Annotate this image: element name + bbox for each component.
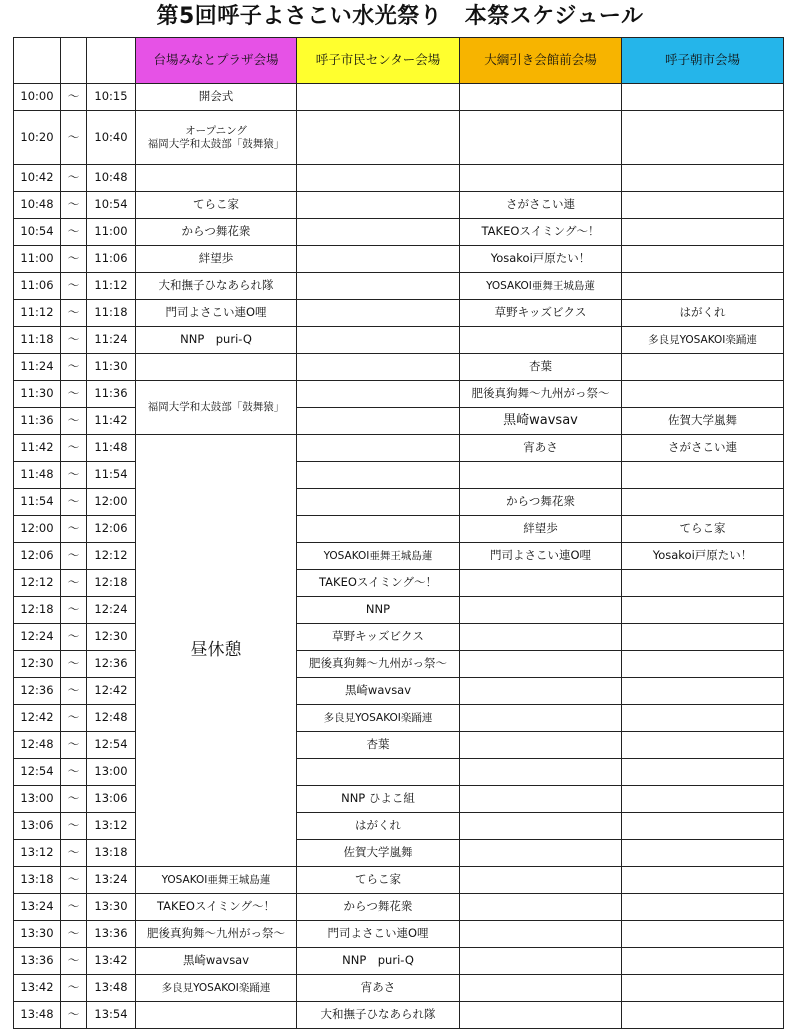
start-time: 12:06 [14, 543, 61, 570]
performance-cell: 佐賀大学嵐舞 [622, 408, 784, 435]
schedule-row [14, 840, 784, 867]
tilde: 〜 [61, 408, 87, 435]
tilde: 〜 [61, 678, 87, 705]
venue-header: 大綱引き会館前会場 [460, 38, 622, 84]
tilde: 〜 [61, 462, 87, 489]
performance-cell: 草野キッズビクス [460, 300, 622, 327]
performance-cell [297, 354, 460, 381]
tilde: 〜 [61, 759, 87, 786]
performance-cell: TAKEOスイミング～！ [460, 219, 622, 246]
performance-cell [460, 840, 622, 867]
performance-cell [622, 840, 784, 867]
start-time: 11:06 [14, 273, 61, 300]
end-time: 10:54 [87, 192, 136, 219]
performance-cell: NNP [297, 597, 460, 624]
tilde: 〜 [61, 273, 87, 300]
performance-cell [460, 597, 622, 624]
end-time: 13:24 [87, 867, 136, 894]
start-time: 10:48 [14, 192, 61, 219]
end-time: 11:18 [87, 300, 136, 327]
tilde: 〜 [61, 732, 87, 759]
performance-cell [622, 381, 784, 408]
performance-cell [136, 1002, 297, 1029]
start-time: 12:48 [14, 732, 61, 759]
performance-cell: 杏葉 [297, 732, 460, 759]
performance-cell: 門司よさこい連O哩 [297, 921, 460, 948]
schedule-row [14, 921, 784, 948]
end-time: 11:54 [87, 462, 136, 489]
performance-cell [297, 327, 460, 354]
performance-cell [460, 84, 622, 111]
schedule-row [14, 759, 784, 786]
schedule-row [14, 948, 784, 975]
performance-cell [460, 678, 622, 705]
start-time: 12:18 [14, 597, 61, 624]
performance-cell: 肥後真狗舞～九州がっ祭～ [460, 381, 622, 408]
start-time: 11:54 [14, 489, 61, 516]
performance-cell: 大和撫子ひなあられ隊 [297, 1002, 460, 1029]
end-time: 13:06 [87, 786, 136, 813]
end-time: 13:30 [87, 894, 136, 921]
performance-cell: はがくれ [622, 300, 784, 327]
performance-cell [297, 408, 460, 435]
performance-cell [460, 786, 622, 813]
performance-cell [460, 894, 622, 921]
end-time: 13:36 [87, 921, 136, 948]
performance-cell [460, 921, 622, 948]
performance-cell: NNP ひよこ組 [297, 786, 460, 813]
performance-cell: 門司よさこい連O哩 [136, 300, 297, 327]
tilde: 〜 [61, 300, 87, 327]
tilde: 〜 [61, 570, 87, 597]
end-time: 10:40 [87, 111, 136, 165]
start-time: 13:36 [14, 948, 61, 975]
performance-cell: Yosakoi戸原たい！ [622, 543, 784, 570]
performance-cell: Yosakoi戸原たい！ [460, 246, 622, 273]
performance-cell: 草野キッズビクス [297, 624, 460, 651]
tilde: 〜 [61, 327, 87, 354]
performance-cell [460, 705, 622, 732]
schedule-row [14, 408, 784, 435]
start-time: 13:12 [14, 840, 61, 867]
start-time: 13:42 [14, 975, 61, 1002]
schedule-row [14, 516, 784, 543]
performance-cell [622, 1002, 784, 1029]
performance-cell [460, 813, 622, 840]
start-time: 12:00 [14, 516, 61, 543]
tilde: 〜 [61, 597, 87, 624]
end-time: 13:12 [87, 813, 136, 840]
schedule-row [14, 867, 784, 894]
tilde: 〜 [61, 705, 87, 732]
start-time: 11:00 [14, 246, 61, 273]
start-time: 13:18 [14, 867, 61, 894]
end-time: 11:00 [87, 219, 136, 246]
performance-cell: 黒崎wavsav [460, 408, 622, 435]
performance-cell [622, 462, 784, 489]
performance-cell: 杏葉 [460, 354, 622, 381]
schedule-row [14, 381, 784, 408]
performance-cell [460, 165, 622, 192]
start-time: 12:24 [14, 624, 61, 651]
performance-cell: TAKEOスイミング～！ [297, 570, 460, 597]
performance-cell: 開会式 [136, 84, 297, 111]
performance-cell: はがくれ [297, 813, 460, 840]
performance-cell [622, 732, 784, 759]
tilde: 〜 [61, 84, 87, 111]
performance-cell: NNP puri-Q [136, 327, 297, 354]
performance-cell [622, 165, 784, 192]
performance-cell [622, 813, 784, 840]
schedule-table [13, 37, 784, 1029]
performance-cell [622, 894, 784, 921]
schedule-row [14, 300, 784, 327]
performance-cell: からつ舞花衆 [297, 894, 460, 921]
schedule-row [14, 786, 784, 813]
performance-cell [297, 192, 460, 219]
tilde: 〜 [61, 489, 87, 516]
tilde: 〜 [61, 246, 87, 273]
schedule-row [14, 462, 784, 489]
performance-cell: 多良見YOSAKOI楽踊連 [297, 705, 460, 732]
performance-cell [622, 570, 784, 597]
performance-cell: 多良見YOSAKOI楽踊連 [622, 327, 784, 354]
performance-cell [622, 84, 784, 111]
performance-cell [622, 867, 784, 894]
start-time: 13:48 [14, 1002, 61, 1029]
performance-cell: オープニング 福岡大学和太鼓部「鼓舞猿」 [136, 111, 297, 165]
performance-cell: TAKEOスイミング～！ [136, 894, 297, 921]
tilde: 〜 [61, 165, 87, 192]
performance-cell [460, 462, 622, 489]
performance-cell: さがさこい連 [622, 435, 784, 462]
tilde: 〜 [61, 381, 87, 408]
performance-cell [622, 246, 784, 273]
performance-cell: さがさこい連 [460, 192, 622, 219]
schedule-body [14, 84, 784, 1029]
performance-cell: てらこ家 [297, 867, 460, 894]
end-time: 10:48 [87, 165, 136, 192]
performance-cell [460, 570, 622, 597]
tilde: 〜 [61, 948, 87, 975]
performance-cell [622, 624, 784, 651]
tilde: 〜 [61, 1002, 87, 1029]
end-time: 12:48 [87, 705, 136, 732]
performance-cell [136, 165, 297, 192]
performance-cell: 多良見YOSAKOI楽踊連 [136, 975, 297, 1002]
start-time: 13:24 [14, 894, 61, 921]
end-time: 12:00 [87, 489, 136, 516]
venue-header: 呼子市民センター会場 [297, 38, 460, 84]
performance-cell: 肥後真狗舞～九州がっ祭～ [136, 921, 297, 948]
schedule-row [14, 354, 784, 381]
performance-cell [460, 975, 622, 1002]
performance-cell: てらこ家 [136, 192, 297, 219]
schedule-row [14, 273, 784, 300]
end-time: 11:48 [87, 435, 136, 462]
performance-cell [460, 948, 622, 975]
tilde: 〜 [61, 867, 87, 894]
performance-cell [622, 921, 784, 948]
tilde: 〜 [61, 219, 87, 246]
venue-header: 台場みなとプラザ会場 [136, 38, 297, 84]
end-time: 12:30 [87, 624, 136, 651]
start-time: 11:36 [14, 408, 61, 435]
tilde: 〜 [61, 543, 87, 570]
performance-cell [136, 354, 297, 381]
start-time: 11:12 [14, 300, 61, 327]
performance-cell: からつ舞花衆 [460, 489, 622, 516]
schedule-row [14, 894, 784, 921]
performance-cell [622, 219, 784, 246]
end-time: 11:42 [87, 408, 136, 435]
schedule-row [14, 219, 784, 246]
end-time: 12:24 [87, 597, 136, 624]
performance-cell [622, 597, 784, 624]
start-time: 12:30 [14, 651, 61, 678]
performance-cell: 宵あさ [460, 435, 622, 462]
performance-cell [622, 948, 784, 975]
schedule-row [14, 651, 784, 678]
performance-cell [297, 435, 460, 462]
performance-cell [297, 273, 460, 300]
performance-cell [297, 489, 460, 516]
header-row [14, 38, 784, 84]
header-tilde [61, 38, 87, 84]
header-start [14, 38, 61, 84]
tilde: 〜 [61, 111, 87, 165]
end-time: 11:12 [87, 273, 136, 300]
performance-cell: 宵あさ [297, 975, 460, 1002]
end-time: 11:36 [87, 381, 136, 408]
tilde: 〜 [61, 516, 87, 543]
start-time: 12:12 [14, 570, 61, 597]
performance-cell [460, 111, 622, 165]
start-time: 10:54 [14, 219, 61, 246]
end-time: 12:12 [87, 543, 136, 570]
performance-cell [297, 516, 460, 543]
start-time: 10:00 [14, 84, 61, 111]
performance-cell [297, 300, 460, 327]
performance-cell [622, 489, 784, 516]
schedule-row [14, 435, 784, 462]
start-time: 12:36 [14, 678, 61, 705]
end-time: 12:06 [87, 516, 136, 543]
venue-header: 呼子朝市会場 [622, 38, 784, 84]
tilde: 〜 [61, 354, 87, 381]
schedule-row [14, 246, 784, 273]
tilde: 〜 [61, 921, 87, 948]
end-time: 13:18 [87, 840, 136, 867]
performance-cell [622, 192, 784, 219]
schedule-row [14, 489, 784, 516]
performance-cell [460, 732, 622, 759]
schedule-row [14, 570, 784, 597]
performance-cell: 佐賀大学嵐舞 [297, 840, 460, 867]
start-time: 12:54 [14, 759, 61, 786]
schedule-row [14, 597, 784, 624]
performance-cell [297, 246, 460, 273]
performance-cell [622, 111, 784, 165]
start-time: 12:42 [14, 705, 61, 732]
performance-cell [460, 327, 622, 354]
start-time: 11:42 [14, 435, 61, 462]
schedule-row [14, 732, 784, 759]
performance-cell [460, 759, 622, 786]
performance-cell [622, 759, 784, 786]
performance-cell [297, 759, 460, 786]
end-time: 13:48 [87, 975, 136, 1002]
performance-cell: からつ舞花衆 [136, 219, 297, 246]
performance-cell [460, 651, 622, 678]
end-time: 12:18 [87, 570, 136, 597]
schedule-row [14, 975, 784, 1002]
performance-cell [622, 705, 784, 732]
tilde: 〜 [61, 624, 87, 651]
performance-cell: YOSAKOI亜舞王城島蓮 [136, 867, 297, 894]
start-time: 11:18 [14, 327, 61, 354]
start-time: 11:24 [14, 354, 61, 381]
end-time: 13:42 [87, 948, 136, 975]
tilde: 〜 [61, 192, 87, 219]
end-time: 12:36 [87, 651, 136, 678]
performance-cell: YOSAKOI亜舞王城島蓮 [460, 273, 622, 300]
end-time: 13:00 [87, 759, 136, 786]
performance-cell [297, 111, 460, 165]
performance-cell: 絆望歩 [136, 246, 297, 273]
performance-cell: 絆望歩 [460, 516, 622, 543]
tilde: 〜 [61, 435, 87, 462]
schedule-row [14, 813, 784, 840]
start-time: 10:42 [14, 165, 61, 192]
performance-cell [622, 651, 784, 678]
performance-cell: 肥後真狗舞～九州がっ祭～ [297, 651, 460, 678]
start-time: 13:00 [14, 786, 61, 813]
tilde: 〜 [61, 840, 87, 867]
performance-cell [297, 219, 460, 246]
performance-cell: YOSAKOI亜舞王城島蓮 [297, 543, 460, 570]
end-time: 11:30 [87, 354, 136, 381]
header-end [87, 38, 136, 84]
schedule-row [14, 678, 784, 705]
performance-cell: 福岡大学和太鼓部「鼓舞猿」 [136, 381, 297, 435]
schedule-row [14, 705, 784, 732]
start-time: 11:48 [14, 462, 61, 489]
performance-cell [622, 354, 784, 381]
performance-cell [622, 975, 784, 1002]
page-title: 第5回呼子よさこい水光祭り 本祭スケジュール [156, 4, 644, 29]
performance-cell [297, 165, 460, 192]
performance-cell: NNP puri-Q [297, 948, 460, 975]
start-time: 11:30 [14, 381, 61, 408]
schedule-row [14, 327, 784, 354]
performance-cell: 大和撫子ひなあられ隊 [136, 273, 297, 300]
performance-cell: 黒崎wavsav [136, 948, 297, 975]
schedule-row [14, 111, 784, 165]
schedule-row [14, 1002, 784, 1029]
performance-cell [460, 1002, 622, 1029]
performance-cell [460, 867, 622, 894]
performance-cell [622, 273, 784, 300]
performance-cell: てらこ家 [622, 516, 784, 543]
tilde: 〜 [61, 894, 87, 921]
tilde: 〜 [61, 813, 87, 840]
start-time: 13:30 [14, 921, 61, 948]
tilde: 〜 [61, 786, 87, 813]
tilde: 〜 [61, 651, 87, 678]
end-time: 13:54 [87, 1002, 136, 1029]
performance-cell [297, 462, 460, 489]
performance-cell [622, 786, 784, 813]
performance-cell: 昼休憩 [136, 435, 297, 867]
end-time: 11:24 [87, 327, 136, 354]
schedule-row [14, 543, 784, 570]
schedule-row [14, 165, 784, 192]
start-time: 13:06 [14, 813, 61, 840]
performance-cell [460, 624, 622, 651]
performance-cell [622, 678, 784, 705]
performance-cell [297, 381, 460, 408]
performance-cell [297, 84, 460, 111]
schedule-row [14, 624, 784, 651]
schedule-row [14, 84, 784, 111]
end-time: 12:42 [87, 678, 136, 705]
performance-cell: 門司よさこい連O哩 [460, 543, 622, 570]
end-time: 10:15 [87, 84, 136, 111]
schedule-row [14, 192, 784, 219]
tilde: 〜 [61, 975, 87, 1002]
start-time: 10:20 [14, 111, 61, 165]
end-time: 11:06 [87, 246, 136, 273]
performance-cell: 黒崎wavsav [297, 678, 460, 705]
end-time: 12:54 [87, 732, 136, 759]
